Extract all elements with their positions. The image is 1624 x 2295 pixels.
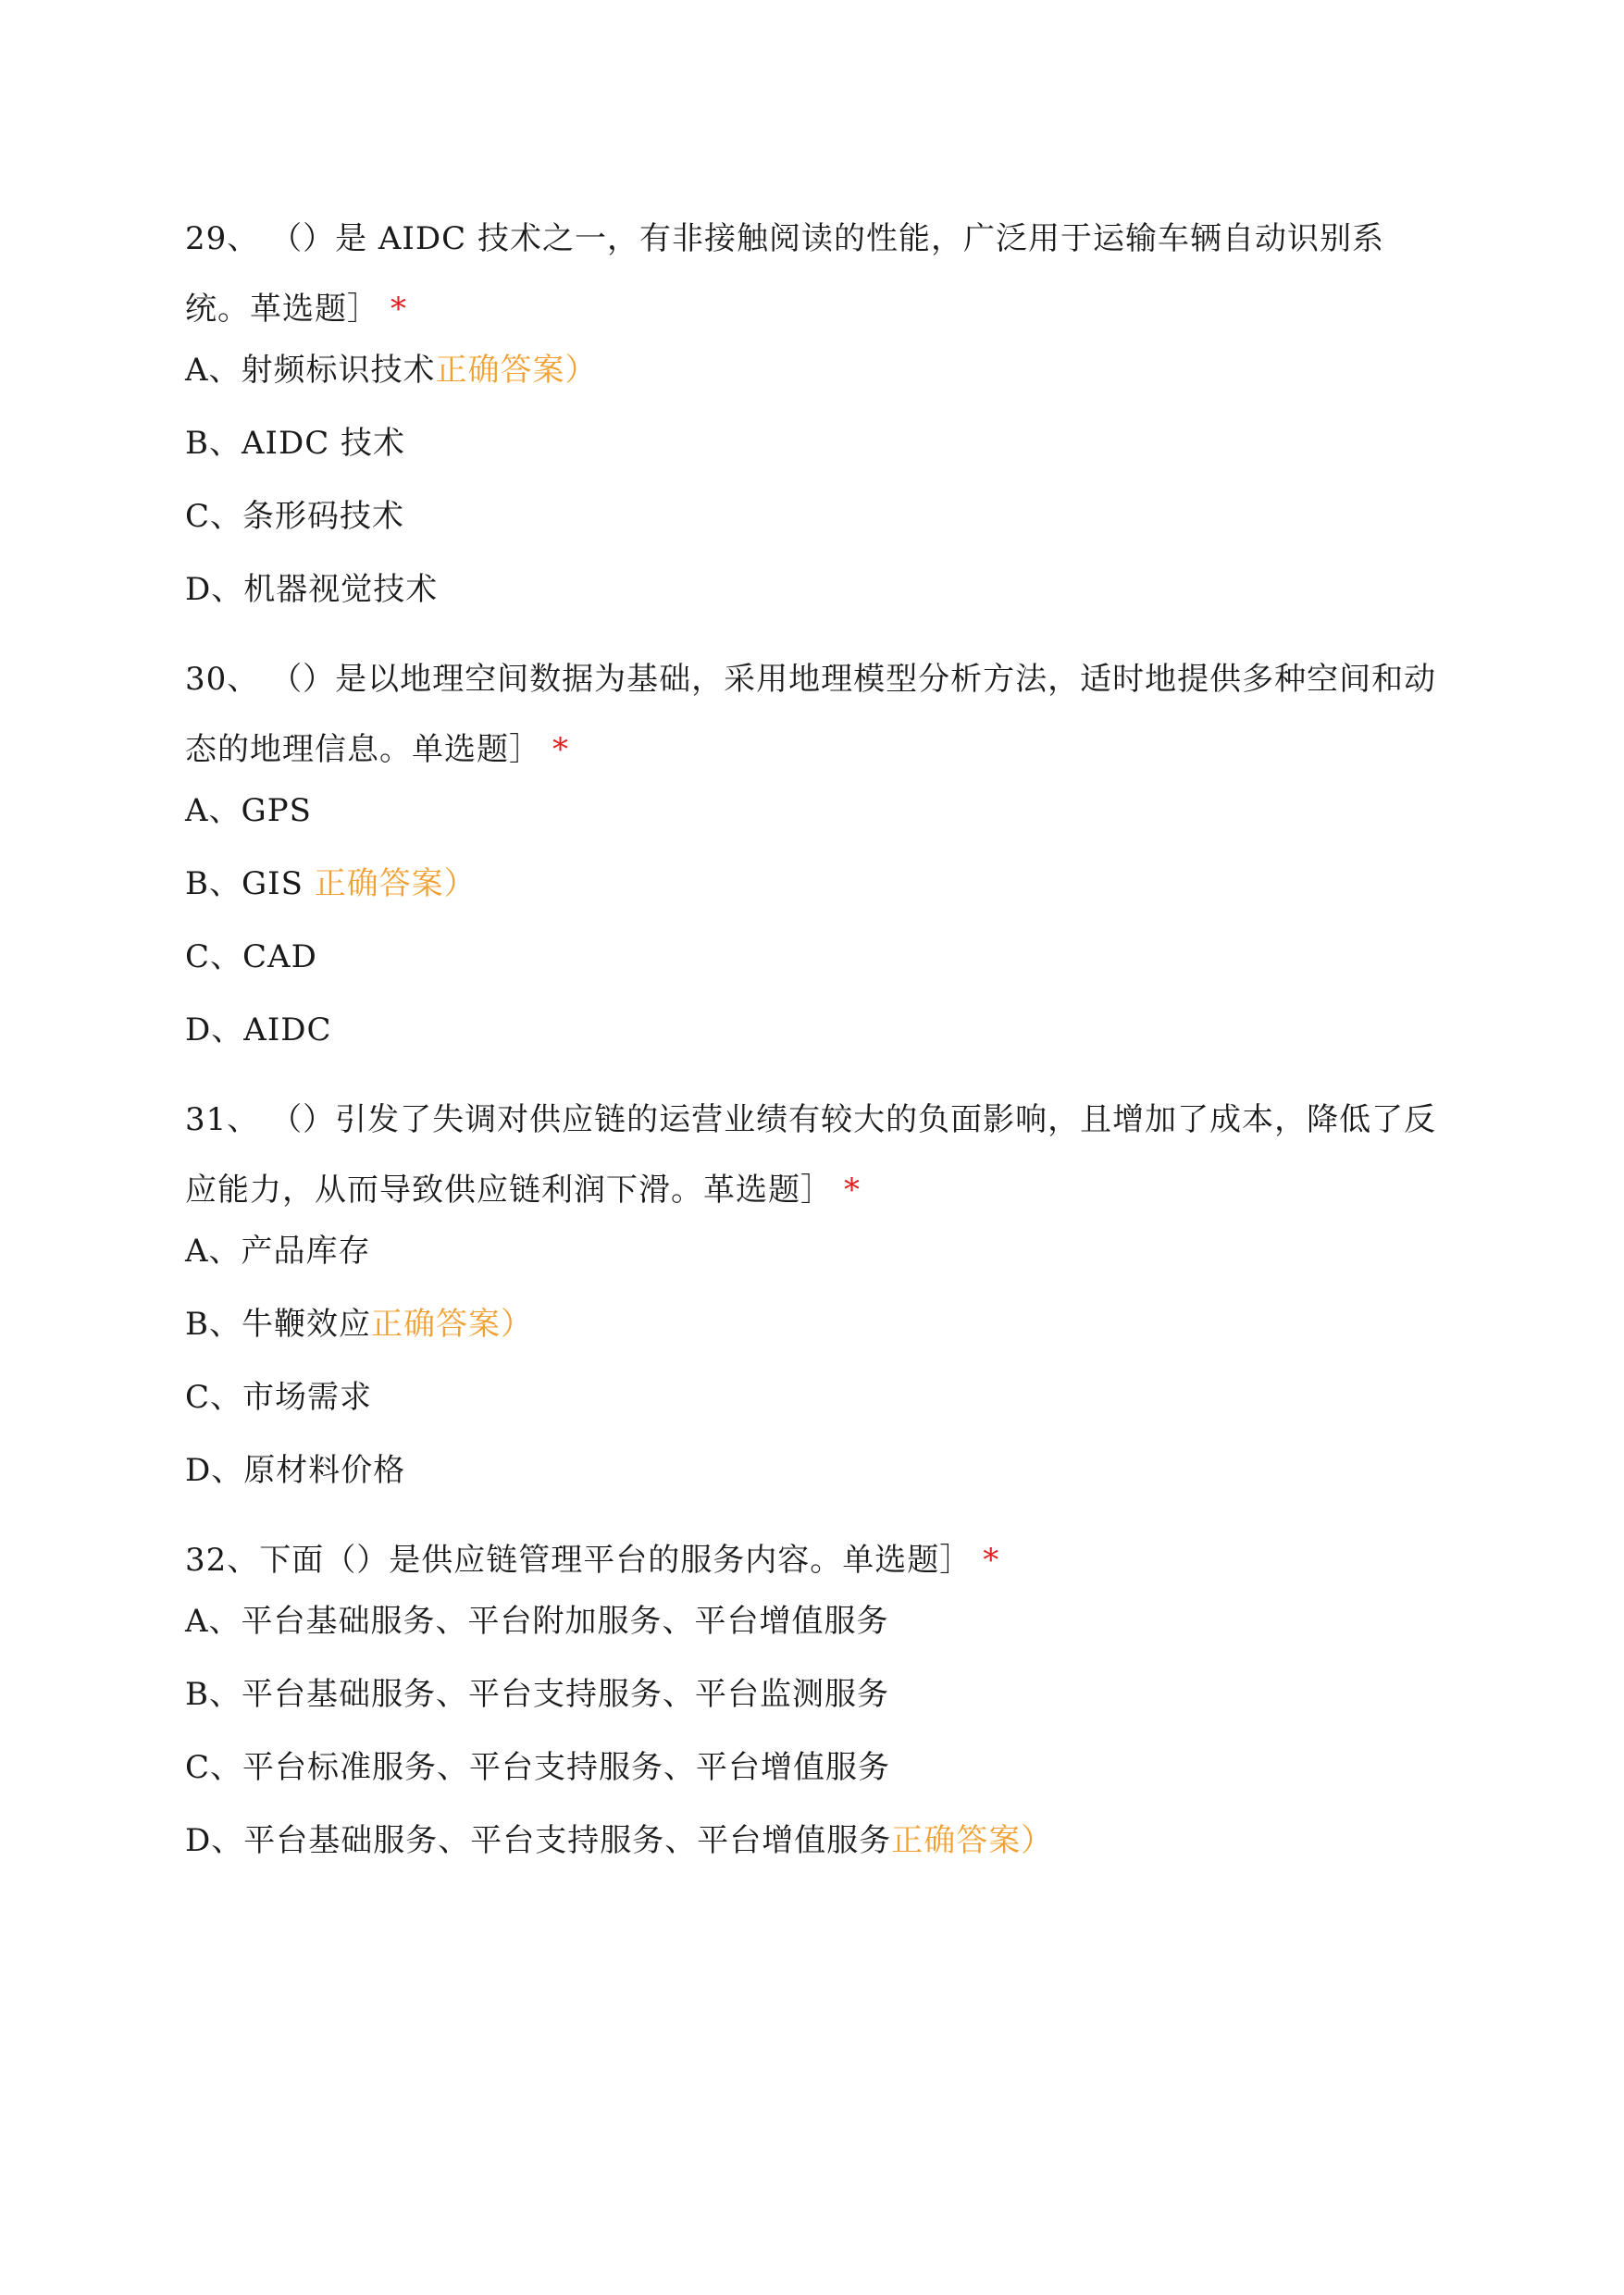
option-d[interactable] (185, 1452, 1444, 1489)
option-text: C、平台标准服务、平台支持服务、平台增值服务 (185, 1749, 891, 1786)
option-text: D、原材料价格 (185, 1452, 406, 1489)
option-d[interactable] (185, 571, 1444, 608)
correct-answer-label: 正确答案） (435, 352, 598, 389)
option-text: A、产品库存 (185, 1233, 371, 1270)
option-text: A、GPS (185, 792, 312, 829)
option-c[interactable] (185, 938, 1444, 975)
question-31 (185, 1085, 1444, 1489)
option-text: B、牛鞭效应 (185, 1306, 371, 1343)
question-text (185, 1525, 1444, 1595)
question-text (185, 204, 1444, 344)
option-c[interactable] (185, 1749, 1444, 1786)
option-text: C、条形码技术 (185, 498, 405, 535)
question-30 (185, 644, 1444, 1048)
required-mark: * (844, 1172, 861, 1209)
required-mark: * (391, 291, 407, 328)
option-b[interactable] (185, 1306, 1444, 1343)
question-32 (185, 1525, 1444, 1859)
question-stem: 30、 （）是以地理空间数据为基础，采用地理模型分析方法，适时地提供多种空间和动态的地理信息。单选题］ (185, 661, 1437, 768)
question-stem: 31、 （）引发了失调对供应链的运营业绩有较大的负面影响，且增加了成本，降低了反应能力，从而导致供应链利润下滑。革选题］ (185, 1101, 1437, 1209)
option-b[interactable] (185, 865, 1444, 902)
option-text: D、机器视觉技术 (185, 571, 439, 608)
option-a[interactable] (185, 352, 1444, 389)
option-b[interactable] (185, 425, 1444, 462)
option-text: B、GIS (185, 865, 315, 902)
option-text: A、射频标识技术 (185, 352, 436, 389)
question-29 (185, 204, 1444, 608)
option-d[interactable] (185, 1011, 1444, 1048)
option-text: D、平台基础服务、平台支持服务、平台增值服务 (185, 1822, 892, 1859)
correct-answer-label: 正确答案） (314, 865, 477, 902)
correct-answer-label: 正确答案） (891, 1822, 1054, 1859)
option-text: B、平台基础服务、平台支持服务、平台监测服务 (185, 1676, 889, 1713)
question-stem: 29、 （）是 AIDC 技术之一，有非接触阅读的性能，广泛用于运输车辆自动识别系统。革选题］ (185, 220, 1384, 328)
option-text: C、市场需求 (185, 1379, 373, 1416)
option-a[interactable] (185, 1233, 1444, 1270)
question-text (185, 1085, 1444, 1225)
option-text: D、AIDC (185, 1011, 332, 1048)
required-mark: * (552, 731, 569, 768)
option-c[interactable] (185, 1379, 1444, 1416)
option-c[interactable] (185, 498, 1444, 535)
option-b[interactable] (185, 1676, 1444, 1713)
required-mark: * (983, 1542, 1000, 1579)
question-stem: 32、下面（）是供应链管理平台的服务内容。单选题］ (185, 1542, 973, 1579)
question-text (185, 644, 1444, 785)
option-text: A、平台基础服务、平台附加服务、平台增值服务 (185, 1603, 889, 1640)
option-text: C、CAD (185, 938, 317, 975)
correct-answer-label: 正确答案） (371, 1306, 533, 1343)
option-text: B、AIDC 技术 (185, 425, 406, 462)
exam-page (185, 204, 1444, 1895)
option-a[interactable] (185, 792, 1444, 829)
option-a[interactable] (185, 1603, 1444, 1640)
option-d[interactable] (185, 1822, 1444, 1859)
